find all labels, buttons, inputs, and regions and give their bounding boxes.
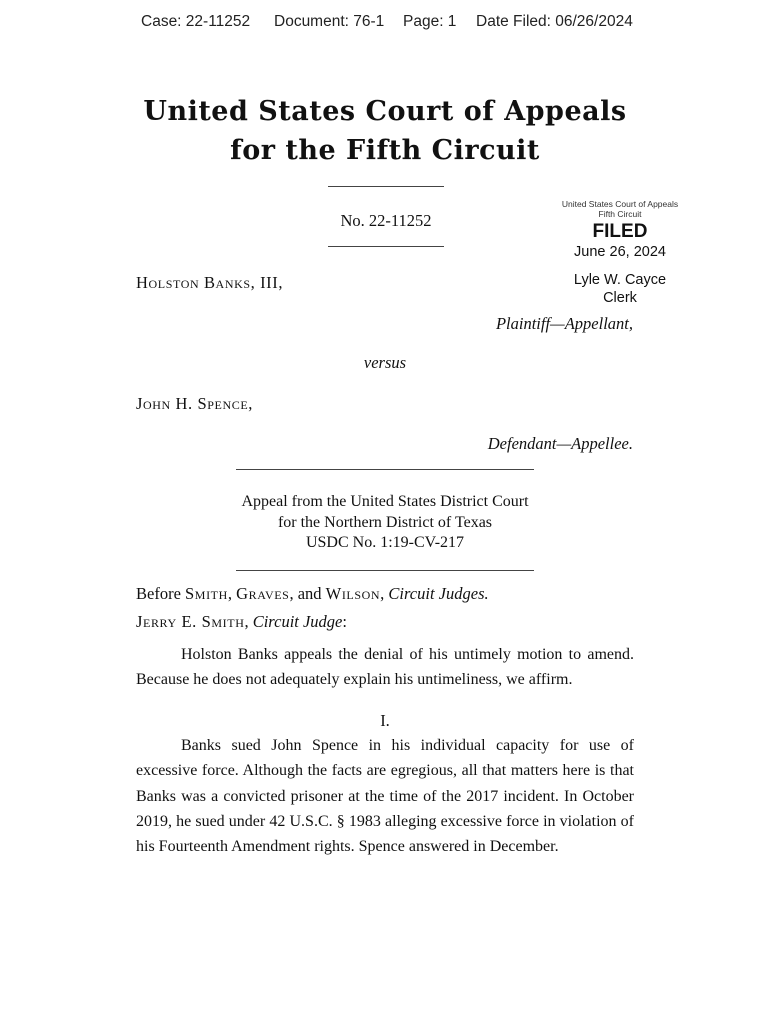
separator: , xyxy=(227,584,232,603)
appeal-line2: for the Northern District of Texas xyxy=(277,513,493,531)
document-number-header: Document: 76-1 xyxy=(274,13,385,30)
plaintiff-name: Holston Banks, III, xyxy=(136,273,284,292)
intro-paragraph xyxy=(136,642,634,693)
defendant-name: John H. Spence, xyxy=(136,394,254,413)
date-filed-header: Date Filed: 06/26/2024 xyxy=(476,13,633,30)
stamp-clerk-name: Lyle W. Cayce xyxy=(573,272,667,288)
court-title-line1: United States Court of Appeals xyxy=(143,96,627,127)
panel-title: Circuit Judges. xyxy=(388,584,489,603)
judge-smith: Smith xyxy=(185,584,228,603)
section-paragraph xyxy=(136,733,634,859)
author-title: Circuit Judge xyxy=(252,612,343,631)
stamp-circuit: Fifth Circuit xyxy=(598,209,642,219)
section-paragraph-text: Banks sued John Spence in his individual capacity for use of excessive force. Although the facts are egregious, all that matters here is that Banks was a convicted prisoner at the time of the 2017 incident. In October 2019, he sued under 42 U.S.C. § 1983 alleging excessive force in violation of his Fourteenth Amendment rights. Spence answered in December. xyxy=(136,737,634,856)
divider xyxy=(236,570,534,571)
author-name: Jerry E. Smith xyxy=(136,612,245,631)
separator: : xyxy=(342,612,347,631)
page-number-header: Page: 1 xyxy=(403,13,457,30)
section-heading: I. xyxy=(380,711,390,730)
judge-graves: Graves xyxy=(236,584,290,603)
appeal-line1: Appeal from the United States District Court xyxy=(241,493,529,510)
separator: , xyxy=(244,612,249,631)
divider xyxy=(236,469,534,470)
defendant-role: Defendant—Appellee. xyxy=(487,434,633,453)
appeal-info xyxy=(185,492,585,554)
judge-wilson: Wilson xyxy=(325,584,381,603)
before-prefix: Before xyxy=(136,584,181,603)
case-number: No. 22-11252 xyxy=(340,211,432,230)
separator: , and xyxy=(289,584,322,603)
filed-stamp xyxy=(540,199,700,219)
versus: versus xyxy=(363,353,407,372)
intro-paragraph-text: Holston Banks appeals the denial of his untimely motion to amend. Because he does not adequately explain his untimeliness, we affirm. xyxy=(136,646,634,689)
stamp-filed: FILED xyxy=(592,221,648,242)
stamp-clerk-title: Clerk xyxy=(603,290,637,306)
plaintiff-role: Plaintiff—Appellant, xyxy=(495,314,633,333)
court-title-line2: for the Fifth Circuit xyxy=(230,135,540,166)
divider xyxy=(328,246,444,247)
appeal-line3: USDC No. 1:19-CV-217 xyxy=(305,534,465,551)
panel-line xyxy=(136,581,489,606)
separator: , xyxy=(380,584,385,603)
case-number-header: Case: 22-11252 xyxy=(141,13,251,30)
divider xyxy=(328,186,444,187)
author-line xyxy=(136,609,347,634)
stamp-date: June 26, 2024 xyxy=(574,244,666,260)
stamp-court: United States Court of Appeals xyxy=(561,199,679,209)
